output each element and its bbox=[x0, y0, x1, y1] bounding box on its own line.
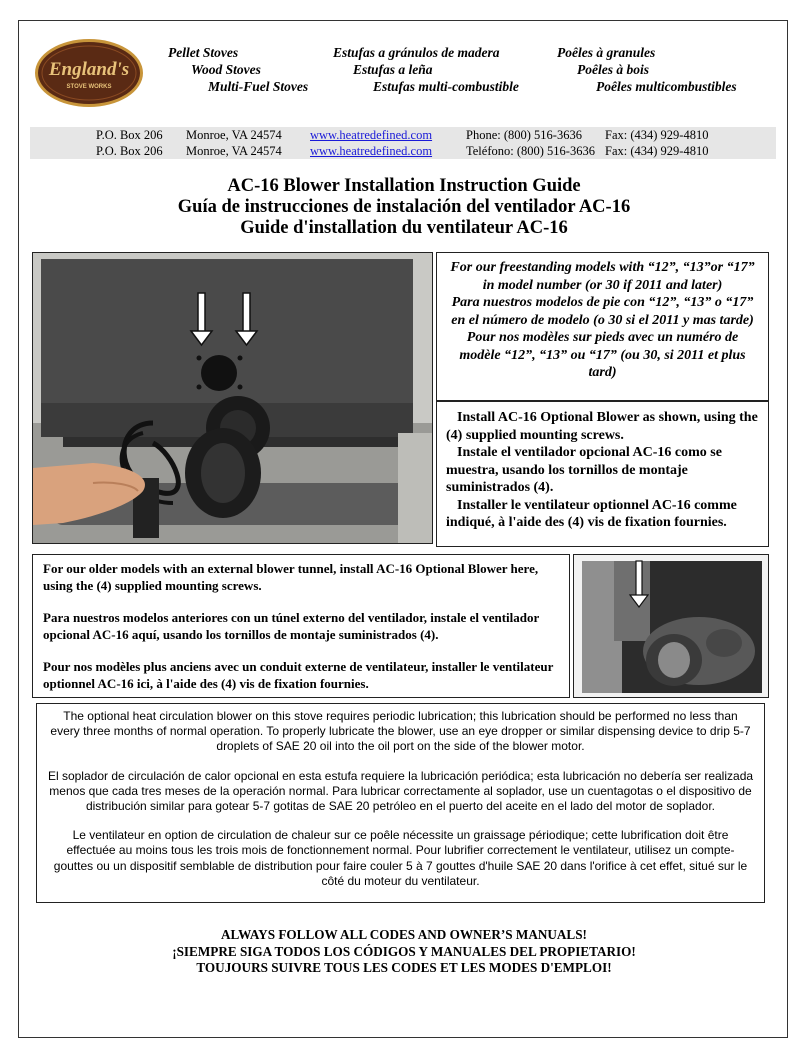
lube-spanish: El soplador de circulación de calor opcional en esta estufa requiere la lubricación periódica; esta lubricación no debería ser realizada menos que cada tres meses de la operación normal. Para lubricar correctamente al soplador, use un cuentagotas o el dispositivo de distribución similar para gotear 5-7 gotitas de SAE 20 petróleo en el puerto del aceite en el lado del motor de soplador. bbox=[47, 768, 754, 814]
warning-english: ALWAYS FOLLOW ALL CODES AND OWNER’S MANUALS! bbox=[221, 927, 587, 942]
contact-row-spanish bbox=[30, 143, 776, 159]
models-note-french: Pour nos modèles sur pieds avec un numéro de modèle “12”, “13” ou “17” (ou 30, si 2011 et plus tard) bbox=[459, 330, 746, 380]
product-wood-es: Estufas a leña bbox=[353, 62, 433, 77]
product-list-spanish bbox=[333, 44, 519, 95]
title-english: AC-16 Blower Installation Instruction Guide bbox=[227, 176, 581, 196]
stove-blower-photo bbox=[32, 252, 433, 544]
logo-text: England's bbox=[48, 59, 130, 80]
codes-warning bbox=[0, 927, 808, 977]
page-title bbox=[0, 176, 808, 239]
po-box: P.O. Box 206 bbox=[96, 128, 163, 142]
models-note-spanish: Para nuestros modelos de pie con “12”, “13” o “17” en el número de modelo (o 30 si el 2011 y mas tarde) bbox=[451, 295, 754, 328]
po-box: P.O. Box 206 bbox=[96, 144, 163, 158]
lubrication-instructions bbox=[36, 703, 765, 903]
install-instructions bbox=[436, 400, 769, 547]
title-french: Guide d'installation du ventilateur AC-16 bbox=[240, 218, 568, 238]
product-wood-fr: Poêles à bois bbox=[577, 62, 649, 77]
contact-row-english bbox=[30, 127, 776, 143]
website-link[interactable]: www.heatredefined.com bbox=[310, 144, 433, 158]
city: Monroe, VA 24574 bbox=[186, 128, 282, 142]
product-list-french bbox=[557, 44, 737, 95]
city: Monroe, VA 24574 bbox=[186, 144, 282, 158]
title-spanish: Guía de instrucciones de instalación del ventilador AC-16 bbox=[177, 197, 631, 217]
install-spanish: Instale el ventilador opcional AC-16 como se muestra, usando los tornillos de montaje suministrados (4). bbox=[446, 445, 722, 495]
contact-bar bbox=[30, 127, 776, 159]
product-multi-en: Multi-Fuel Stoves bbox=[208, 79, 309, 94]
phone: Teléfono: (800) 516-3636 bbox=[466, 144, 595, 158]
warning-french: TOUJOURS SUIVRE TOUS LES CODES ET LES MODES D'EMPLOI! bbox=[196, 960, 612, 975]
warning-spanish: ¡SIEMPRE SIGA TODOS LOS CÓDIGOS Y MANUALES DEL PROPIETARIO! bbox=[172, 943, 636, 959]
fax: Fax: (434) 929-4810 bbox=[605, 144, 709, 158]
older-french: Pour nos modèles plus anciens avec un conduit externe de ventilateur, installer le ventilateur optionnel AC-16 ici, à l'aide des (4) vis de fixation fournies. bbox=[43, 659, 554, 691]
product-pellet-es: Estufas a gránulos de madera bbox=[333, 45, 500, 60]
blower-tunnel-photo bbox=[573, 554, 769, 698]
phone: Phone: (800) 516-3636 bbox=[466, 128, 582, 142]
install-english: Install AC-16 Optional Blower as shown, using the (4) supplied mounting screws. bbox=[446, 410, 758, 443]
logo-subtext: STOVE WORKS bbox=[66, 84, 112, 90]
models-note bbox=[436, 252, 769, 402]
models-note-english: For our freestanding models with “12”, “13”or “17” in model number (or 30 if 2011 and later) bbox=[450, 260, 755, 293]
fax: Fax: (434) 929-4810 bbox=[605, 128, 709, 142]
lube-english: The optional heat circulation blower on this stove requires periodic lubrication; this lubrication should be performed no less than every three months of normal operation. To properly lubricate the blower, use an eye dropper or similar dispensing device to drip 5-7 droplets of SAE 20 oil into the oil port on the side of the blower motor. bbox=[50, 709, 751, 754]
older-models-note bbox=[32, 554, 570, 698]
lube-french: Le ventilateur en option de circulation de chaleur sur ce poêle nécessite un graissage périodique; cette lubrification doit être effectuée au moins tous les trois mois de fonctionnement normal. Pour lubrifier correctement le ventilateur, utilisez un compte-gouttes ou un dispositif semblable de distribution pour faire couler 5 à 7 gouttes d'huile SAE 20 dans l'orifice à cet effet, situé sur le côté du moteur du ventilateur. bbox=[53, 828, 748, 888]
product-multi-fr: Poêles multicombustibles bbox=[596, 79, 737, 94]
product-list-english bbox=[168, 44, 308, 95]
older-spanish: Para nuestros modelos anteriores con un túnel externo del ventilador, instale el ventilador opcional AC-16 aquí, usando los tornillos de montaje suministrados (4). bbox=[43, 610, 540, 642]
product-multi-es: Estufas multi-combustible bbox=[373, 79, 519, 94]
product-pellet-en: Pellet Stoves bbox=[168, 45, 239, 60]
product-pellet-fr: Poêles à granules bbox=[557, 45, 656, 60]
install-french: Installer le ventilateur optionnel AC-16 comme indiqué, à l'aide des (4) vis de fixation fournies. bbox=[446, 497, 737, 530]
englands-stove-works-logo bbox=[34, 38, 144, 108]
product-wood-en: Wood Stoves bbox=[191, 62, 261, 77]
older-english: For our older models with an external blower tunnel, install AC-16 Optional Blower here, using the (4) supplied mounting screws. bbox=[43, 561, 539, 593]
website-link[interactable]: www.heatredefined.com bbox=[310, 128, 433, 142]
